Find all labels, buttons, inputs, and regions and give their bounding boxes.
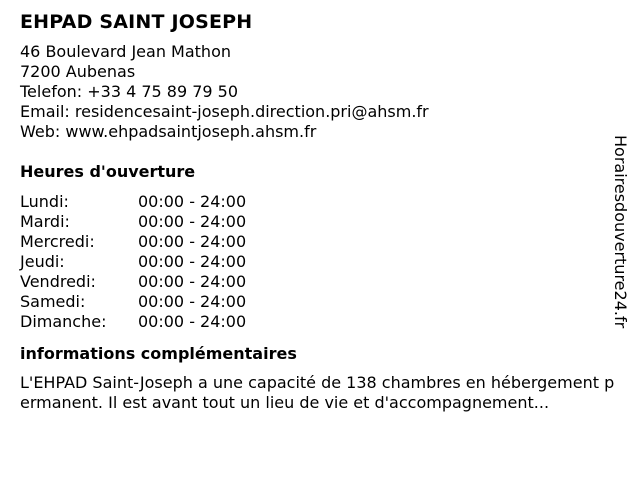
day-hours: 00:00 - 24:00: [138, 272, 247, 291]
facility-name: EHPAD SAINT JOSEPH: [20, 11, 253, 33]
day-label: Dimanche:: [20, 312, 107, 331]
day-hours: 00:00 - 24:00: [138, 292, 247, 311]
hours-row-lundi: [20, 192, 620, 212]
hours-row-samedi: [20, 292, 620, 312]
hours-row-vendredi: [20, 272, 620, 292]
day-hours: 00:00 - 24:00: [138, 212, 247, 231]
additional-info-heading: informations complémentaires: [20, 344, 297, 363]
hours-row-mardi: [20, 212, 620, 232]
hours-row-dimanche: [20, 312, 620, 332]
day-hours: 00:00 - 24:00: [138, 312, 247, 331]
hours-row-mercredi: [20, 232, 620, 252]
day-label: Mercredi:: [20, 232, 95, 251]
phone-line: Telefon: +33 4 75 89 79 50: [20, 82, 239, 101]
day-label: Vendredi:: [20, 272, 96, 291]
street-address: 46 Boulevard Jean Mathon: [20, 42, 231, 61]
day-label: Mardi:: [20, 212, 70, 231]
opening-hours-table: [20, 192, 620, 332]
hours-row-jeudi: [20, 252, 620, 272]
address-block: [20, 42, 620, 142]
email-line: Email: residencesaint-joseph.direction.pri@ahsm.fr: [20, 102, 429, 121]
facility-card: [20, 10, 620, 413]
day-hours: 00:00 - 24:00: [138, 192, 247, 211]
day-hours: 00:00 - 24:00: [138, 232, 247, 251]
day-label: Jeudi:: [20, 252, 65, 271]
opening-hours-heading: Heures d'ouverture: [20, 162, 196, 181]
additional-info-text: L'EHPAD Saint-Joseph a une capacité de 138 chambres en hébergement permanent. Il est avant tout un lieu de vie et d'accompagnement...: [20, 373, 615, 412]
day-label: Lundi:: [20, 192, 69, 211]
day-label: Samedi:: [20, 292, 86, 311]
day-hours: 00:00 - 24:00: [138, 252, 247, 271]
site-watermark: Horairesdouverture24.fr: [611, 135, 630, 329]
postal-city: 7200 Aubenas: [20, 62, 136, 81]
web-line: Web: www.ehpadsaintjoseph.ahsm.fr: [20, 122, 317, 141]
